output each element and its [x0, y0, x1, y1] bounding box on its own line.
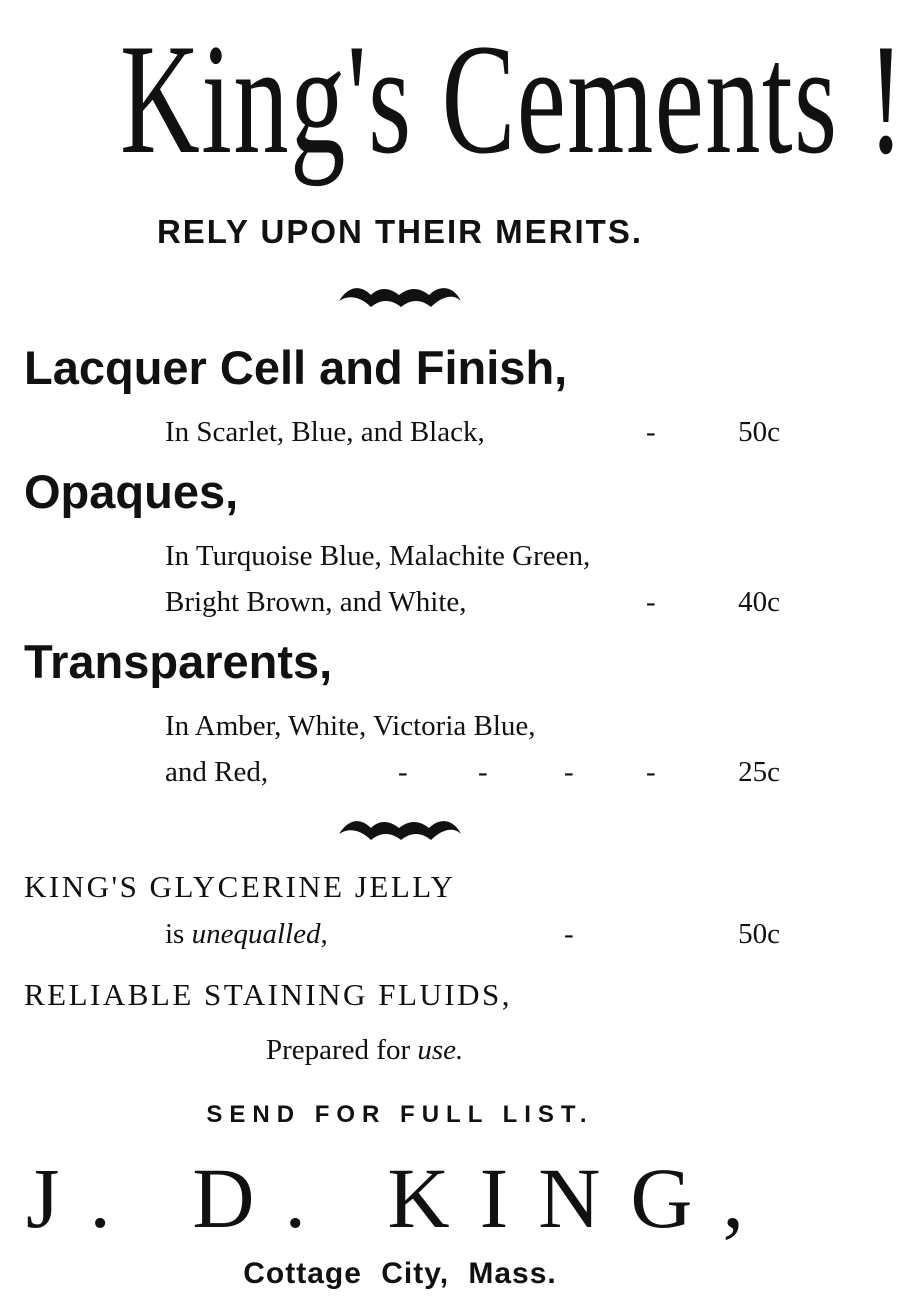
- lacquer-line-1: In Scarlet, Blue, and Black,: [165, 416, 485, 448]
- fluids-description: [266, 1032, 463, 1068]
- section-title-lacquer: Lacquer Cell and Finish,: [24, 341, 568, 394]
- ornament-divider-bottom: [335, 812, 465, 846]
- opaques-line-1: In Turquoise Blue, Malachite Green,: [165, 540, 591, 572]
- fluids-desc-italic: use.: [417, 1034, 464, 1066]
- opaques-price: 40c: [738, 586, 780, 618]
- proprietor-name: J. D. KING,: [25, 1150, 775, 1246]
- leader-dash: -: [564, 756, 574, 788]
- leader-dash: -: [398, 756, 408, 788]
- ornament-divider-top: [335, 279, 465, 313]
- jelly-desc-italic: unequalled,: [191, 918, 328, 950]
- leader-dash: -: [478, 756, 488, 788]
- jelly-price: 50c: [738, 918, 780, 950]
- tagline: RELY UPON THEIR MERITS.: [156, 213, 644, 250]
- jelly-desc-prefix: is: [165, 918, 185, 950]
- fluids-desc-prefix: Prepared for: [266, 1034, 411, 1066]
- jelly-description: [165, 916, 328, 952]
- city-location: Cottage City, Mass.: [243, 1257, 557, 1290]
- leader-dash: -: [646, 586, 656, 618]
- leader-dash: -: [564, 918, 574, 950]
- transparents-price: 25c: [738, 756, 780, 788]
- opaques-line-2: Bright Brown, and White,: [165, 586, 467, 618]
- section-title-opaques: Opaques,: [24, 465, 239, 518]
- transparents-line-1: In Amber, White, Victoria Blue,: [165, 710, 536, 742]
- transparents-line-2: and Red,: [165, 756, 269, 788]
- leader-dash: -: [646, 416, 656, 448]
- fluids-title: RELIABLE STAINING FLUIDS,: [24, 977, 512, 1012]
- jelly-title: KING'S GLYCERINE JELLY: [24, 869, 456, 904]
- section-title-transparents: Transparents,: [24, 635, 333, 688]
- send-for-list: SEND FOR FULL LIST.: [206, 1101, 594, 1128]
- lacquer-price: 50c: [738, 416, 780, 448]
- leader-dash: -: [646, 756, 656, 788]
- ad-headline: King's Cements !: [120, 12, 906, 187]
